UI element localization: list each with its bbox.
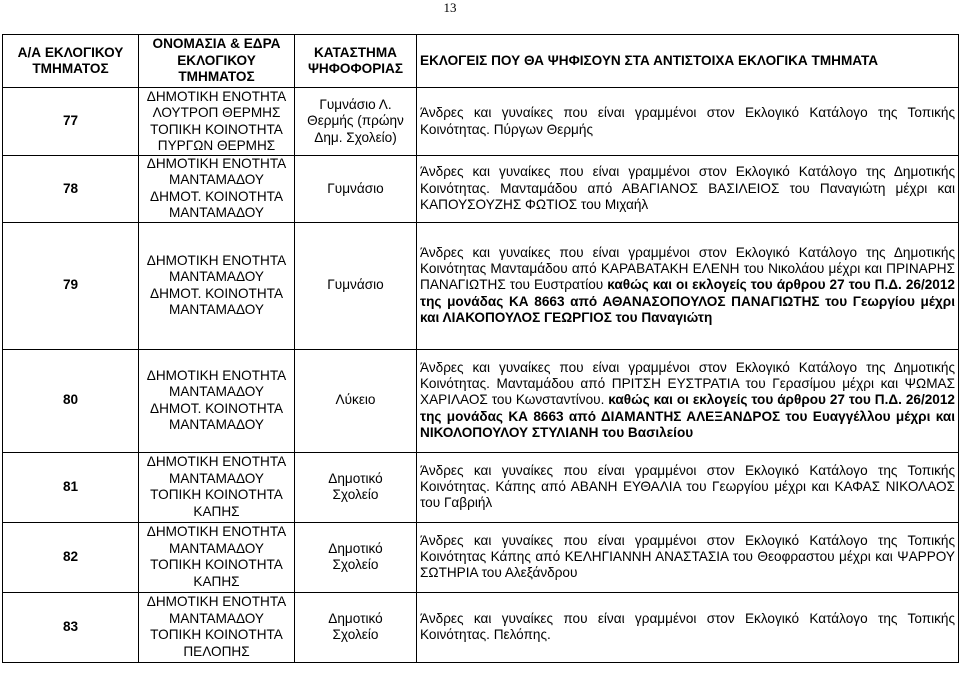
voters-description [417, 522, 959, 592]
section-name-line: ΜΑΝΤΑΜΑΔΟΥ [169, 269, 264, 285]
section-name-line: ΔΗΜΟΤΙΚΗ ΕΝΟΤΗΤΑ [146, 367, 287, 383]
polling-place [295, 88, 417, 156]
section-number: 82 [3, 522, 139, 592]
voters-text: Άνδρες και γυναίκες που είναι γραμμένοι στον Εκλογικό Κατάλογο της Δημοτικής Κοινότητας. Μανταμάδου από ΠΡΙΤΣΗ ΕΥΣΤΡΑΤΙΑ του Γερασίμου μέχρι και ΨΩΜΑΣ ΧΑΡΙΛΑΟΣ του Κωνσταντίνου. [420, 359, 955, 408]
section-name-line: ΔΗΜΟΤΙΚΗ ΕΝΟΤΗΤΑ [146, 594, 287, 610]
section-name-line: ΔΗΜΟΤ. ΚΟΙΝΟΤΗΤΑ [149, 285, 284, 301]
voters-paragraph [420, 611, 955, 644]
table-row [3, 156, 959, 223]
voters-text: Άνδρες και γυναίκες που είναι γραμμένοι στον Εκλογικό Κατάλογο της Τοπικής Κοινότητας Κάπης από ΚΕΛΗΓΙΑΝΝΗ ΑΝΑΣΤΑΣΙΑ του Θεοφραστου μέχρι και ΨΑΡΡΟΥ ΣΩΤΗΡΙΑ του Αλεξάνδρου [420, 532, 955, 581]
header-section-name: ΟΝΟΜΑΣΙΑ & ΕΔΡΑ ΕΚΛΟΓΙΚΟΥ ΤΜΗΜΑΤΟΣ [139, 35, 295, 88]
voters-text: Άνδρες και γυναίκες που είναι γραμμένοι στον Εκλογικό Κατάλογο της Τοπικής Κοινότητας. Πελόπης. [420, 610, 955, 643]
section-name-line: ΔΗΜΟΤΙΚΗ ΕΝΟΤΗΤΑ [146, 88, 287, 104]
section-name-line: ΜΑΝΤΑΜΑΔΟΥ [169, 417, 264, 433]
section-name-line: ΜΑΝΤΑΜΑΔΟΥ [169, 172, 264, 188]
voters-text-bold: καθώς και οι εκλογείς του άρθρου 27 του Π.Δ. 26/2012 της μονάδας ΚΑ 8663 από ΑΘΑΝΑΣΟΠΟΥΛΟΣ ΠΑΝΑΓΙΩΤΗΣ του Γεωργίου μέχρι και ΛΙΑΚΟΠΟΥΛΟΣ ΓΕΩΡΓΙΟΣ του Παναγιώτη [420, 277, 955, 326]
section-name-line: ΔΗΜΟΤΙΚΗ ΕΝΟΤΗΤΑ [146, 524, 287, 540]
polling-stations-table [2, 34, 959, 663]
voters-text: Άνδρες και γυναίκες που είναι γραμμένοι στον Εκλογικό Κατάλογο της Τοπικής Κοινότητας. Πύργων Θερμής [420, 105, 955, 137]
polling-place [295, 222, 417, 349]
section-name [139, 156, 295, 223]
voters-text: Άνδρες και γυναίκες που είναι γραμμένοι στον Εκλογικό Κατάλογο της Δημοτικής Κοινότητας Μανταμάδου από ΚΑΡΑΒΑΤΑΚΗ ΕΛΕΝΗ του Νικολάου μέχρι και ΠΡΙΝΑΡΗΣ ΠΑΝΑΓΙΩΤΗΣ του Ευστρατίου [420, 244, 955, 293]
table-row [3, 592, 959, 662]
section-name-line: ΠΥΡΓΩΝ ΘΕΡΜΗΣ [157, 137, 276, 153]
section-name [139, 88, 295, 156]
section-name [139, 452, 295, 522]
section-name-line: ΔΗΜΟΤ. ΚΟΙΝΟΤΗΤΑ [149, 188, 284, 204]
section-name-line: ΛΟΥΤΡΟΠ ΘΕΡΜΗΣ [152, 105, 281, 121]
voters-text: Άνδρες και γυναίκες που είναι γραμμένοι στον Εκλογικό Κατάλογο της Τοπικής Κοινότητας. Κάπης από ΑΒΑΝΗ ΕΥΘΑΛΙΑ του Γεωργίου μέχρι και ΚΑΦΑΣ ΝΙΚΟΛΑΟΣ του Γαβριήλ [420, 462, 955, 511]
table-row [3, 452, 959, 522]
voters-text-bold: καθώς και οι εκλογείς του άρθρου 27 του Π.Δ. 26/2012 της μονάδας ΚΑ 8663 από ΔΙΑΜΑΝΤΗΣ ΑΛΕΞΑΝΔΡΟΣ του Ευαγγέλλου μέχρι και ΝΙΚΟΛΟΠΟΥΛΟΥ ΣΤΥΛΙΑΝΗ του Βασιλείου [420, 392, 955, 441]
polling-place [295, 452, 417, 522]
section-number: 78 [3, 156, 139, 223]
table-row [3, 522, 959, 592]
section-number: 79 [3, 222, 139, 349]
polling-place-line: Σχολείο [332, 627, 379, 643]
section-name [139, 522, 295, 592]
polling-place-line: Σχολείο [332, 557, 379, 573]
voters-paragraph [420, 533, 955, 582]
section-name-line: ΜΑΝΤΑΜΑΔΟΥ [169, 540, 264, 556]
section-name [139, 592, 295, 662]
voters-description [417, 452, 959, 522]
polling-place-line: Δημοτικό [328, 540, 383, 556]
section-name-line: ΚΑΠΗΣ [193, 503, 240, 519]
polling-place-line: Δημοτικό [328, 610, 383, 626]
polling-place-line: Δημ. Σχολείο) [314, 129, 397, 145]
section-name-line: ΤΟΠΙΚΗ ΚΟΙΝΟΤΗΤΑ [150, 487, 283, 503]
polling-place [295, 522, 417, 592]
header-row [3, 35, 959, 88]
voters-description [417, 156, 959, 223]
table-row [3, 349, 959, 452]
polling-place-line: Δημοτικό [328, 470, 383, 486]
section-number: 77 [3, 88, 139, 156]
polling-place [295, 592, 417, 662]
section-name [139, 349, 295, 452]
section-name-line: ΜΑΝΤΑΜΑΔΟΥ [169, 470, 264, 486]
section-name-line: ΜΑΝΤΑΜΑΔΟΥ [169, 205, 264, 221]
polling-place-line: Γυμνάσιο [327, 277, 384, 293]
table-row [3, 88, 959, 156]
section-name-line: ΜΑΝΤΑΜΑΔΟΥ [169, 610, 264, 626]
section-number: 80 [3, 349, 139, 452]
table-row [3, 222, 959, 349]
section-name-line: ΚΑΠΗΣ [193, 573, 240, 589]
voters-description [417, 349, 959, 452]
section-name [139, 222, 295, 349]
voters-paragraph [420, 245, 955, 327]
voters-text: Άνδρες και γυναίκες που είναι γραμμένοι στον Εκλογικό Κατάλογο της Δημοτικής Κοινότητας. Μανταμάδου από ΑΒΑΓΙΑΝΟΣ ΒΑΣΙΛΕΙΟΣ του Παναγιώτη μέχρι και ΚΑΠΟΥΣΟΥΖΗΣ ΦΩΤΙΟΣ του Μιχαήλ [420, 164, 955, 213]
polling-place-line: Γυμνάσιο Λ. [319, 96, 392, 112]
section-name-line: ΔΗΜΟΤΙΚΗ ΕΝΟΤΗΤΑ [146, 156, 287, 171]
section-name-line: ΜΑΝΤΑΜΑΔΟΥ [169, 384, 264, 400]
header-polling-place: ΚΑΤΑΣΤΗΜΑ ΨΗΦΟΦΟΡΙΑΣ [295, 35, 417, 88]
section-number: 81 [3, 452, 139, 522]
polling-place-line: Θερμής (πρώην [307, 113, 404, 129]
voters-paragraph [420, 360, 955, 442]
header-section-number: Α/Α ΕΚΛΟΓΙΚΟΥ ΤΜΗΜΑΤΟΣ [3, 35, 139, 88]
polling-place [295, 156, 417, 223]
section-name-line: ΤΟΠΙΚΗ ΚΟΙΝΟΤΗΤΑ [150, 627, 283, 643]
polling-place-line: Λύκειο [335, 392, 376, 408]
section-name-line: ΤΟΠΙΚΗ ΚΟΙΝΟΤΗΤΑ [150, 121, 283, 137]
section-name-line: ΜΑΝΤΑΜΑΔΟΥ [169, 302, 264, 318]
voters-description [417, 88, 959, 156]
voters-description [417, 592, 959, 662]
voters-paragraph [420, 105, 955, 138]
section-name-line: ΠΕΛΟΠΗΣ [183, 643, 250, 659]
section-name-line: ΔΗΜΟΤ. ΚΟΙΝΟΤΗΤΑ [149, 400, 284, 416]
voters-paragraph [420, 164, 955, 213]
section-name-line: ΤΟΠΙΚΗ ΚΟΙΝΟΤΗΤΑ [150, 557, 283, 573]
polling-place [295, 349, 417, 452]
voters-description [417, 222, 959, 349]
section-number: 83 [3, 592, 139, 662]
section-name-line: ΔΗΜΟΤΙΚΗ ΕΝΟΤΗΤΑ [146, 454, 287, 470]
header-voters: ΕΚΛΟΓΕΙΣ ΠΟΥ ΘΑ ΨΗΦΙΣΟΥΝ ΣΤΑ ΑΝΤΙΣΤΟΙΧΑ ΕΚΛΟΓΙΚΑ ΤΜΗΜΑΤΑ [417, 35, 959, 88]
voters-paragraph [420, 463, 955, 512]
polling-place-line: Γυμνάσιο [327, 180, 384, 196]
page-number: 13 [443, 0, 457, 15]
section-name-line: ΔΗΜΟΤΙΚΗ ΕΝΟΤΗΤΑ [146, 252, 287, 268]
polling-place-line: Σχολείο [332, 487, 379, 503]
